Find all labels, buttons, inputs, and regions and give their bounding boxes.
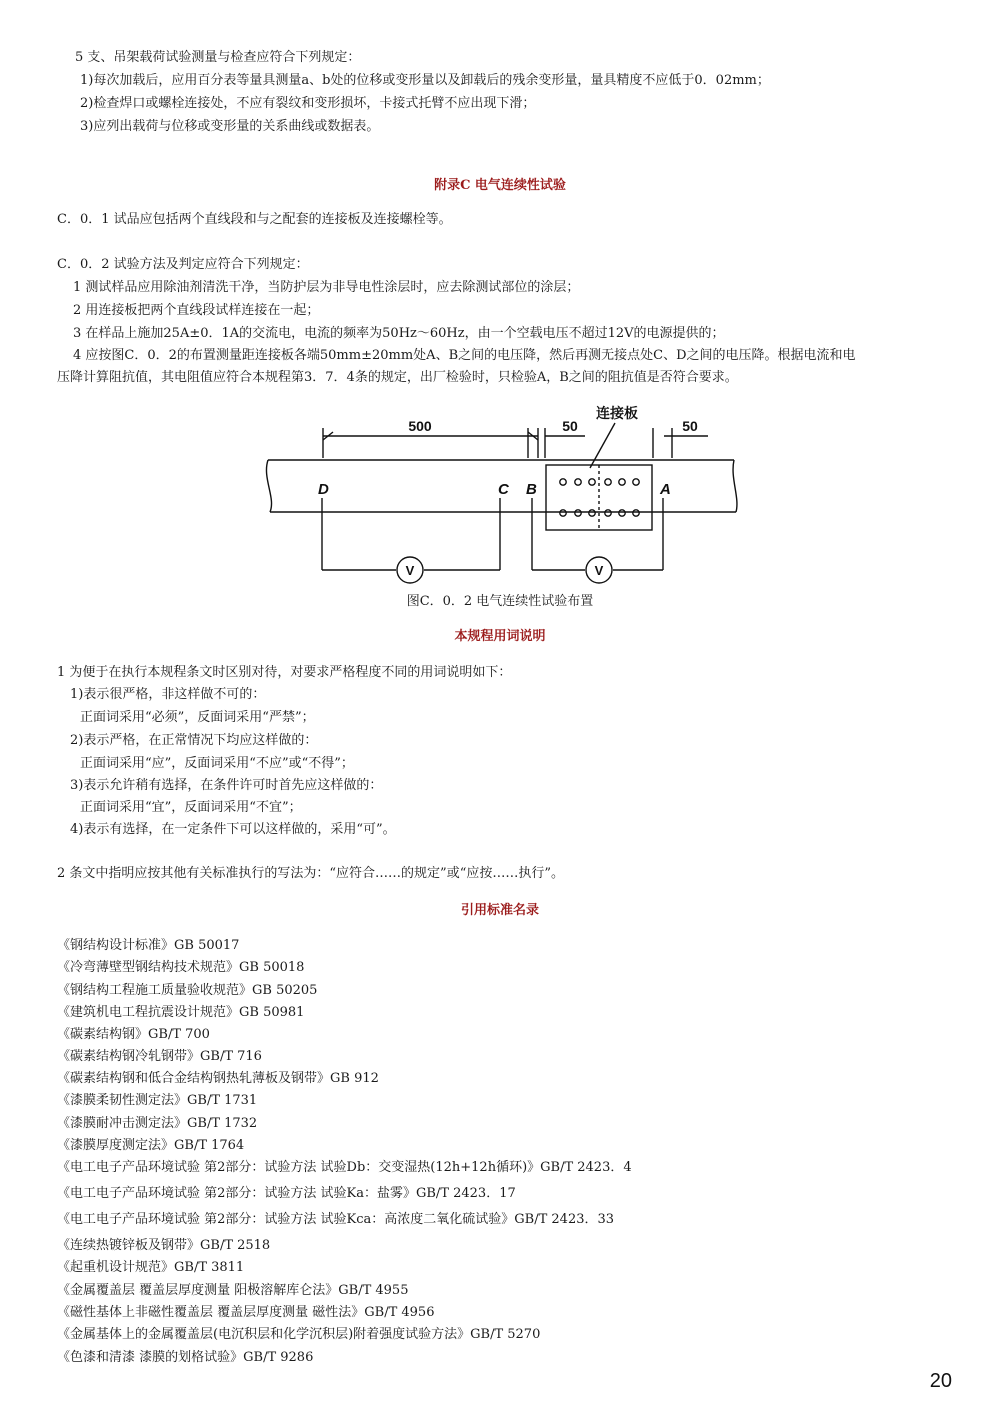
appendix-c-title: 附录C 电气连续性试验 [434,178,566,193]
refs-title: 引用标准名录 [460,903,539,918]
ref-item: 《电工电子产品环境试验 第2部分：试验方法 试验Kca：高浓度二氧化硫试验》GB/T 2423．33 [57,1212,615,1227]
dim-50-left-label: 50 [562,418,578,434]
terms-para-2: 2 条文中指明应按其他有关标准执行的写法为：“应符合……的规定”或“应按……执行”。 [57,866,564,881]
terms-para-1: 1 为便于在执行本规程条文时区别对待，对要求严格程度不同的用词说明如下： [57,665,512,680]
step-2: 2 用连接板把两个直线段试样连接在一起； [73,303,320,318]
step-1: 1 测试样品应用除油剂清洗干净，当防护层为非导电性涂层时，应去除测试部位的涂层； [73,280,580,295]
sec5-item-2: 2)检查焊口或螺栓连接处，不应有裂纹和变形损坏，卡接式托臂不应出现下滑； [80,96,536,111]
ref-item: 《起重机设计规范》GB/T 3811 [57,1260,245,1275]
ref-item: 《磁性基体上非磁性覆盖层 覆盖层厚度测量 磁性法》GB/T 4956 [57,1305,435,1320]
ref-item: 《碳素结构钢》GB/T 700 [57,1027,210,1042]
terms-item-1-words: 正面词采用“必须”，反面词采用“严禁”； [80,710,315,725]
dim-500-label: 500 [408,418,432,434]
ref-item: 《碳素结构钢和低合金结构钢热轧薄板及钢带》GB 912 [57,1071,379,1086]
sec5-title: 5 支、吊架载荷试验测量与检查应符合下列规定： [75,50,361,65]
ref-item: 《漆膜厚度测定法》GB/T 1764 [57,1138,245,1153]
terms-item-4: 4)表示有选择，在一定条件下可以这样做的，采用“可”。 [70,822,396,837]
ref-item: 《金属覆盖层 覆盖层厚度测量 阳极溶解库仑法》GB/T 4955 [57,1283,409,1298]
point-b-label: B [526,481,537,498]
connection-plate-label: 连接板 [596,405,638,421]
point-d-label: D [318,481,329,498]
figure-caption: 图C．0．2 电气连续性试验布置 [406,594,594,609]
ref-item: 《冷弯薄壁型钢结构技术规范》GB 50018 [57,960,305,975]
ref-item: 《电工电子产品环境试验 第2部分：试验方法 试验Ka：盐雾》GB/T 2423．17 [57,1186,516,1201]
clause-c02: C．0．2 试验方法及判定应符合下列规定： [57,257,309,272]
sec5-item-1: 1)每次加载后，应用百分表等量具测量a、b处的位移或变形量以及卸载后的残余变形量，量具精度不应低于0．02mm； [80,73,770,88]
page-number: 20 [929,1370,952,1392]
terms-item-3-words: 正面词采用“宜”，反面词采用“不宜”； [80,800,302,815]
ref-item: 《金属基体上的金属覆盖层(电沉积层和化学沉积层)附着强度试验方法》GB/T 5270 [57,1327,541,1342]
ref-item: 《漆膜耐冲击测定法》GB/T 1732 [57,1116,258,1131]
terms-item-3: 3)表示允许稍有选择，在条件许可时首先应这样做的： [70,778,383,793]
ref-item: 《钢结构工程施工质量验收规范》GB 50205 [57,983,318,998]
dim-50-right-label: 50 [682,418,698,434]
step-3: 3 在样品上施加25A±0．1A的交流电，电流的频率为50Hz～60Hz，由一个空载电压不超过12V的电源提供的； [73,326,725,341]
ref-item: 《连续热镀锌板及钢带》GB/T 2518 [57,1238,271,1253]
ref-item: 《色漆和清漆 漆膜的划格试验》GB/T 9286 [57,1350,314,1365]
ref-item: 《钢结构设计标准》GB 50017 [57,938,240,953]
point-a-label: A [660,481,671,498]
figure-c02-diagram [260,398,740,588]
step-4-line-2: 压降计算阻抗值，其电阻值应符合本规程第3．7．4条的规定，出厂检验时，只检验A，B之间的阻抗值是否符合要求。 [57,370,738,385]
clause-c01: C．0．1 试品应包括两个直线段和与之配套的连接板及连接螺栓等。 [57,212,452,227]
step-4-line-1: 4 应按图C．0．2的布置测量距连接板各端50mm±20mm处A、B之间的电压降，然后再测无接点处C、D之间的电压降。根据电流和电 [73,348,856,363]
ref-item: 《电工电子产品环境试验 第2部分：试验方法 试验Db：交变湿热(12h+12h循环)》GB/T 2423．4 [57,1160,632,1175]
terms-item-2: 2)表示严格，在正常情况下均应这样做的： [70,733,318,748]
sec5-item-3: 3)应列出载荷与位移或变形量的关系曲线或数据表。 [80,119,380,134]
point-c-label: C [498,481,509,498]
ref-item: 《碳素结构钢冷轧钢带》GB/T 716 [57,1049,262,1064]
terms-item-2-words: 正面词采用“应”，反面词采用“不应”或“不得”； [80,756,354,771]
terms-title: 本规程用词说明 [454,629,546,644]
voltmeter-left-icon: V [405,563,415,578]
voltmeter-right-icon: V [594,563,604,578]
ref-item: 《建筑机电工程抗震设计规范》GB 50981 [57,1005,305,1020]
ref-item: 《漆膜柔韧性测定法》GB/T 1731 [57,1093,258,1108]
terms-item-1: 1)表示很严格，非这样做不可的： [70,687,266,702]
